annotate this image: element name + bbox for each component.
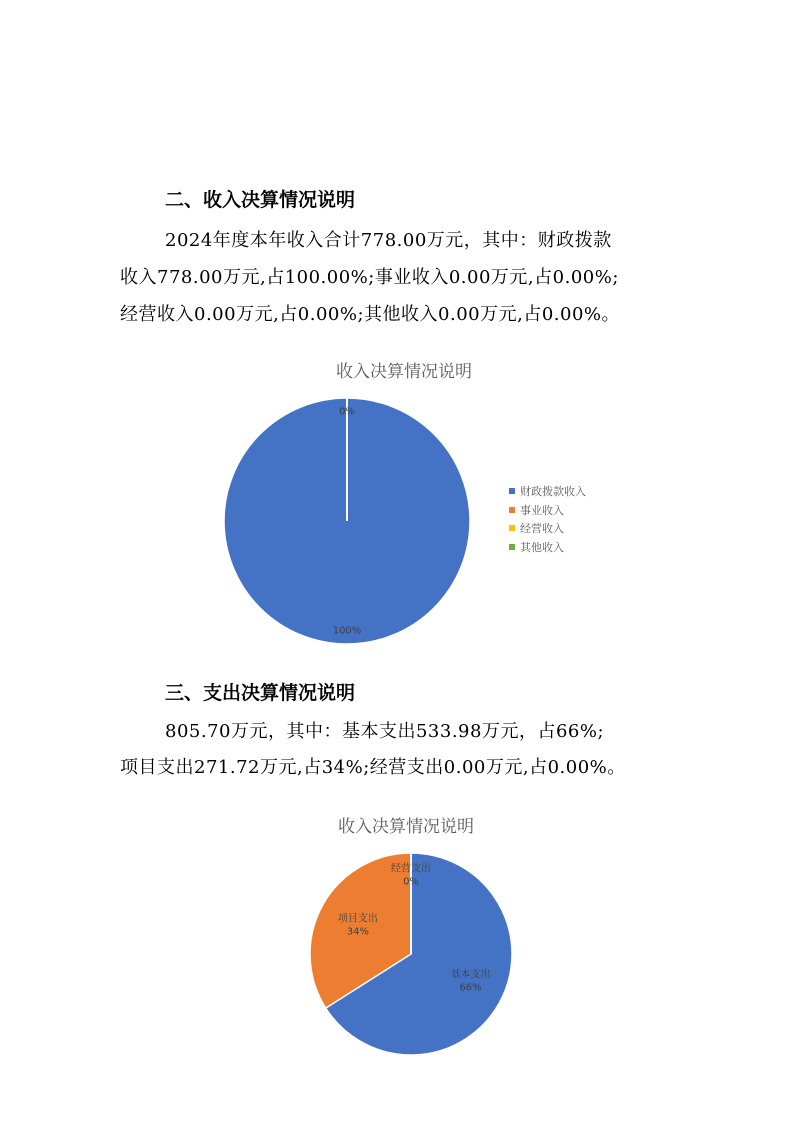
- section2-heading: 二、收入决算情况说明: [165, 189, 356, 211]
- slice-category-label: 基本支出: [450, 969, 491, 981]
- income-chart-title: 收入决算情况说明: [336, 362, 472, 382]
- slice-category-label: 经营支出: [391, 863, 431, 875]
- legend-label: 其他收入: [520, 540, 564, 554]
- legend-label: 财政拨款收入: [520, 485, 586, 499]
- slice-category-label: 项目支出: [337, 913, 378, 925]
- slice-percent-label: 100%: [332, 625, 362, 637]
- section3-line-2: 项目支出271.72万元,占34%;经营支出0.00万元,占0.00%。: [120, 757, 626, 778]
- section2-line-1: 2024年度本年收入合计778.00万元，其中：财政拨款: [165, 230, 612, 251]
- section3-line-1: 805.70万元，其中：基本支出533.98万元，占66%;: [165, 721, 605, 742]
- slice-percent-label: 34%: [346, 926, 370, 938]
- expense-chart-title: 收入决算情况说明: [338, 817, 474, 837]
- legend-label: 事业收入: [520, 503, 564, 517]
- slice-percent-label: 0%: [339, 406, 355, 418]
- section3-heading: 三、支出决算情况说明: [165, 682, 356, 704]
- slice-percent-label: 0%: [403, 876, 419, 888]
- section2-line-3: 经营收入0.00万元,占0.00%;其他收入0.00万元,占0.00%。: [120, 304, 621, 325]
- legend-label: 经营收入: [520, 522, 564, 536]
- section2-line-2: 收入778.00万元,占100.00%;事业收入0.00万元,占0.00%;: [120, 267, 619, 288]
- slice-percent-label: 66%: [459, 982, 482, 994]
